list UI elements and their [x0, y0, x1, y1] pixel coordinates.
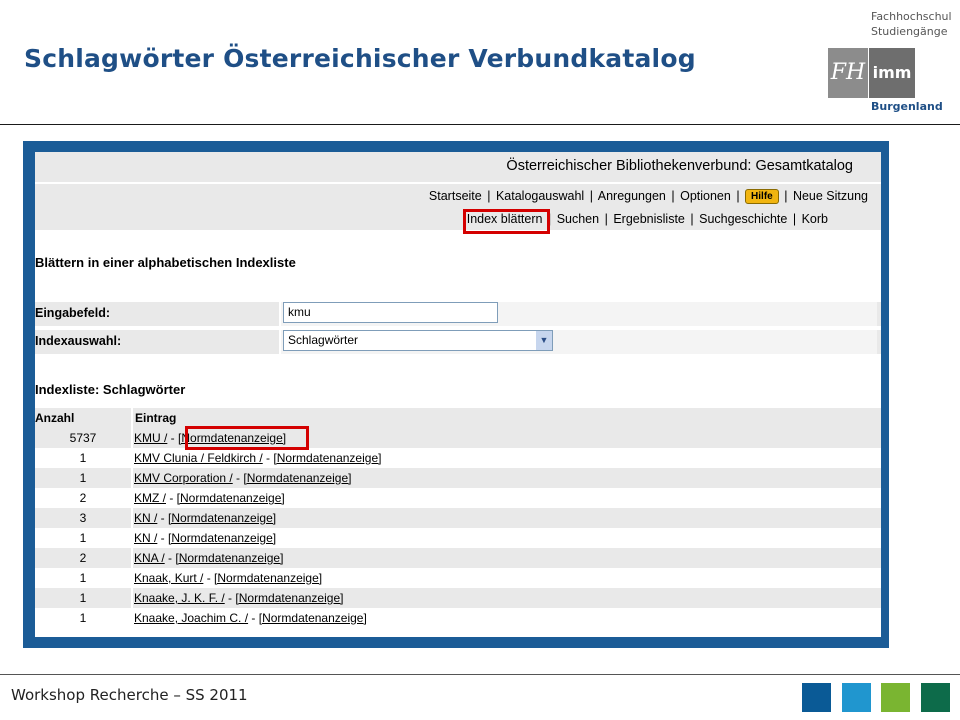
- footer-square-4: [921, 683, 950, 712]
- nav-separator: |: [784, 189, 788, 203]
- table-row: [35, 548, 881, 568]
- row-count: 1: [35, 588, 133, 608]
- entry-dash: -: [157, 511, 169, 525]
- entry-link[interactable]: Knaak, Kurt /: [134, 571, 204, 585]
- catalog-page: [35, 152, 881, 637]
- row-count: 3: [35, 508, 133, 528]
- table-row: [35, 588, 881, 608]
- table-row: [35, 608, 881, 628]
- normdaten-link[interactable]: [Normdatenanzeige]: [214, 571, 323, 585]
- table-row: [35, 488, 881, 508]
- entry-link[interactable]: KMV Clunia / Feldkirch /: [134, 451, 263, 465]
- footer-square-3: [881, 683, 910, 712]
- row-entry-cell: [134, 548, 283, 568]
- list-heading: Indexliste: Schlagwörter: [35, 382, 186, 397]
- entry-link[interactable]: KN /: [134, 511, 158, 525]
- section-heading: Blättern in einer alphabetischen Indexliste: [35, 255, 296, 270]
- highlight-normdatenanzeige: [185, 426, 309, 450]
- nav-separator: |: [736, 189, 740, 203]
- table-header: [35, 408, 881, 428]
- normdaten-link[interactable]: [Normdatenanzeige]: [235, 591, 344, 605]
- entry-dash: -: [262, 451, 274, 465]
- input-label: Eingabefeld:: [35, 306, 111, 320]
- table-row: [35, 428, 881, 448]
- table-row: [35, 568, 881, 588]
- catalog-title: Österreichischer Bibliothekenverbund: Gesamtkatalog: [506, 158, 853, 174]
- nav-row-1: [429, 189, 868, 204]
- logo-line-3: Burgenland: [871, 100, 943, 113]
- slide-title: Schlagwörter Österreichischer Verbundkatalog: [24, 44, 696, 73]
- entry-link[interactable]: KMV Corporation /: [134, 471, 233, 485]
- table-row: [35, 448, 881, 468]
- nav-katalogauswahl[interactable]: Katalogauswahl: [495, 189, 585, 203]
- table-row: [35, 508, 881, 528]
- nav-separator: |: [547, 212, 552, 226]
- entry-link[interactable]: KN /: [134, 531, 158, 545]
- catalog-nav-bar: [35, 184, 881, 230]
- logo-fh-mark: FH: [828, 48, 868, 98]
- normdaten-link[interactable]: [Normdatenanzeige]: [273, 451, 382, 465]
- nav-korb[interactable]: Korb: [801, 212, 828, 226]
- entry-dash: -: [157, 531, 169, 545]
- logo-line-2: Studiengänge: [871, 25, 948, 38]
- entry-link[interactable]: Knaake, J. K. F. /: [134, 591, 225, 605]
- nav-neue-sitzung[interactable]: Neue Sitzung: [792, 189, 868, 203]
- row-entry-cell: [134, 468, 351, 488]
- entry-dash: -: [166, 491, 177, 505]
- nav-suchen[interactable]: Suchen: [556, 212, 600, 226]
- row-count: 1: [35, 528, 133, 548]
- index-label: Indexauswahl:: [35, 334, 122, 348]
- row-entry-cell: [134, 608, 367, 628]
- entry-dash: -: [167, 431, 179, 445]
- row-entry-cell: [134, 528, 276, 548]
- input-cell: [279, 302, 877, 326]
- search-input[interactable]: kmu: [283, 302, 498, 323]
- normdaten-link[interactable]: [Normdatenanzeige]: [178, 431, 287, 445]
- entry-dash: -: [164, 551, 176, 565]
- header-divider: [0, 124, 960, 125]
- normdaten-link[interactable]: [Normdatenanzeige]: [168, 511, 277, 525]
- normdaten-link[interactable]: [Normdatenanzeige]: [258, 611, 367, 625]
- fh-burgenland-logo: [828, 8, 960, 120]
- catalog-title-bar: [35, 152, 881, 182]
- entry-dash: -: [248, 611, 259, 625]
- row-entry-cell: [134, 588, 343, 608]
- index-select-value: Schlagwörter: [288, 333, 359, 347]
- logo-line-1: Fachhochschul: [871, 10, 952, 23]
- entry-dash: -: [224, 591, 236, 605]
- entry-dash: -: [232, 471, 244, 485]
- header-eintrag: Eintrag: [135, 411, 177, 425]
- nav-separator: |: [792, 212, 797, 226]
- highlight-index-blaettern: [463, 209, 550, 234]
- row-count: 2: [35, 488, 133, 508]
- entry-link[interactable]: KMU /: [134, 431, 168, 445]
- input-row: [35, 302, 881, 326]
- row-count: 5737: [35, 428, 133, 448]
- row-count: 1: [35, 468, 133, 488]
- header-anzahl: Anzahl: [35, 408, 133, 428]
- nav-startseite[interactable]: Startseite: [428, 189, 482, 203]
- nav-separator: |: [690, 212, 694, 226]
- entry-link[interactable]: KNA /: [134, 551, 165, 565]
- row-count: 1: [35, 568, 133, 588]
- nav-separator: |: [604, 212, 608, 226]
- hilfe-button[interactable]: Hilfe: [745, 189, 779, 204]
- entry-dash: -: [203, 571, 215, 585]
- index-row: [35, 330, 881, 354]
- row-entry-cell: [134, 448, 381, 468]
- footer-square-2: [842, 683, 871, 712]
- table-row: [35, 528, 881, 548]
- entry-link[interactable]: KMZ /: [134, 491, 166, 505]
- logo-imm-mark: imm: [869, 48, 915, 98]
- normdaten-link[interactable]: [Normdatenanzeige]: [168, 531, 277, 545]
- row-count: 1: [35, 608, 133, 628]
- nav-separator: |: [487, 189, 491, 203]
- nav-ergebnisliste[interactable]: Ergebnisliste: [613, 212, 685, 226]
- table-row: [35, 468, 881, 488]
- footer-divider: [0, 674, 960, 675]
- nav-index-blaettern[interactable]: Index blättern: [466, 212, 543, 226]
- catalog-screenshot-frame: [23, 141, 889, 648]
- footer-text: Workshop Recherche – SS 2011: [11, 686, 248, 704]
- nav-optionen[interactable]: Optionen: [680, 189, 731, 203]
- normdaten-link[interactable]: [Normdatenanzeige]: [243, 471, 352, 485]
- index-cell: [279, 330, 877, 354]
- entry-link[interactable]: Knaake, Joachim C. /: [134, 611, 249, 625]
- index-select[interactable]: [283, 330, 553, 351]
- chevron-down-icon[interactable]: ▼: [536, 331, 552, 350]
- row-count: 2: [35, 548, 133, 568]
- normdaten-link[interactable]: [Normdatenanzeige]: [176, 491, 285, 505]
- row-entry-cell: [134, 488, 285, 508]
- row-count: 1: [35, 448, 133, 468]
- normdaten-link[interactable]: [Normdatenanzeige]: [175, 551, 284, 565]
- row-entry-cell: [134, 568, 322, 588]
- nav-separator: |: [589, 189, 593, 203]
- nav-separator: |: [671, 189, 675, 203]
- footer-square-1: [802, 683, 831, 712]
- nav-suchgeschichte[interactable]: Suchgeschichte: [699, 212, 788, 226]
- nav-anregungen[interactable]: Anregungen: [597, 189, 666, 203]
- row-entry-cell: [134, 508, 276, 528]
